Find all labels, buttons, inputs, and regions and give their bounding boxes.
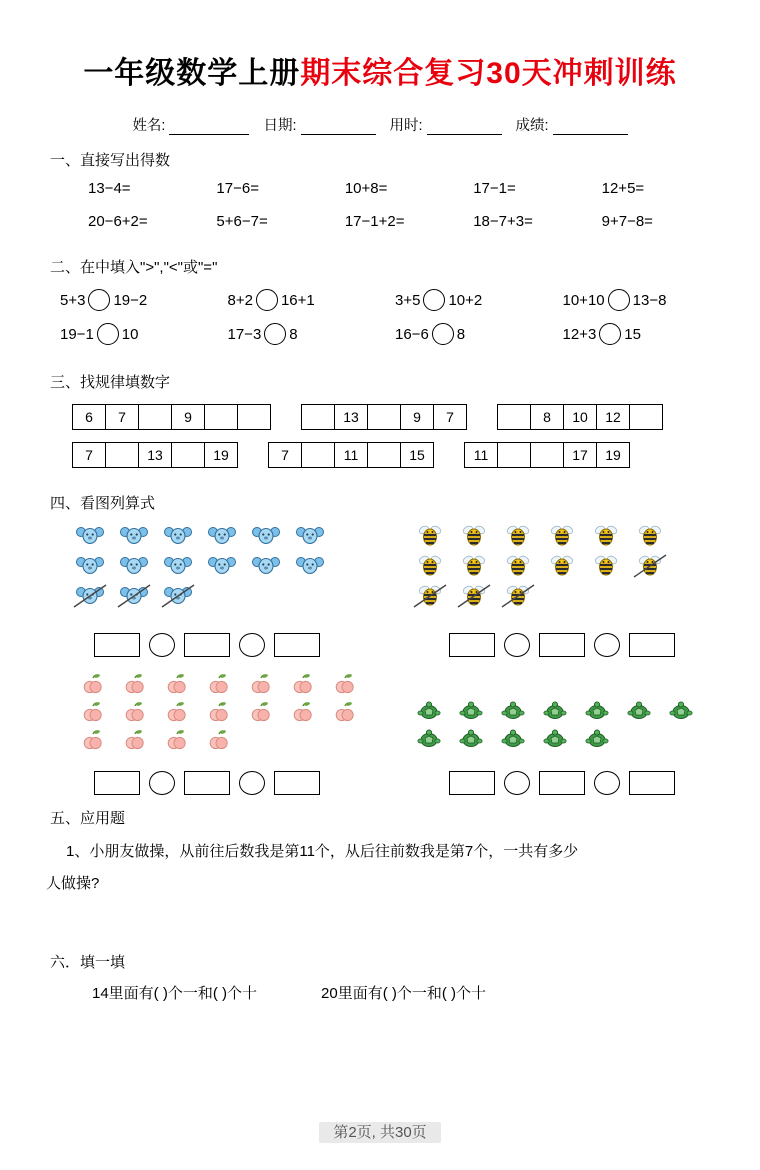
compare-answer-circle[interactable] <box>97 323 119 345</box>
pattern-cell[interactable]: 11 <box>334 442 368 468</box>
page-title <box>30 48 730 92</box>
picture-problems-top <box>30 521 730 657</box>
pattern-cell[interactable]: 19 <box>596 442 630 468</box>
answer-row-koala <box>94 633 439 657</box>
peach-icon <box>114 699 156 727</box>
compare-answer-circle[interactable] <box>599 323 621 345</box>
answer-box[interactable] <box>539 633 585 657</box>
page-title-black: 一年级数学上册 <box>83 57 301 90</box>
peach-icon <box>114 727 156 755</box>
compare-item <box>563 289 731 311</box>
bee-icon <box>408 551 452 581</box>
answer-box[interactable] <box>449 633 495 657</box>
koala-rows <box>68 521 368 611</box>
peach-icon <box>72 699 114 727</box>
pattern-cell[interactable]: 8 <box>530 404 564 430</box>
problem-item: 18−7+3= <box>473 213 533 230</box>
pattern-grid <box>268 442 434 468</box>
answer-operator-circle[interactable] <box>239 771 265 795</box>
compare-item <box>563 323 731 345</box>
name-field-group <box>132 114 249 135</box>
problem-item: 12+5= <box>601 180 645 197</box>
section-6-heading: 六．填一填 <box>50 954 126 971</box>
pattern-cell[interactable] <box>237 404 271 430</box>
student-info-row <box>30 114 730 135</box>
answer-operator-circle[interactable] <box>149 771 175 795</box>
fill-in-row <box>30 982 730 1003</box>
section-4-heading: 四、看图列算式 <box>50 495 156 512</box>
peach-icon <box>156 671 198 699</box>
koala-icon <box>244 521 288 551</box>
answer-operator-circle[interactable] <box>149 633 175 657</box>
pattern-cell[interactable]: 6 <box>72 404 106 430</box>
compare-answer-circle[interactable] <box>423 289 445 311</box>
pattern-cell[interactable]: 17 <box>563 442 597 468</box>
compare-item <box>228 323 396 345</box>
worksheet-page <box>0 48 760 1170</box>
answer-box[interactable] <box>274 633 320 657</box>
turtle-picture-group <box>408 671 708 755</box>
compare-answer-circle[interactable] <box>256 289 278 311</box>
peach-icon <box>198 727 240 755</box>
pattern-cell[interactable]: 11 <box>464 442 498 468</box>
compare-answer-circle[interactable] <box>432 323 454 345</box>
answer-operator-circle[interactable] <box>239 633 265 657</box>
pattern-cell[interactable]: 9 <box>171 404 205 430</box>
word-problem-1 <box>30 836 730 899</box>
date-input-blank[interactable] <box>301 120 376 135</box>
answer-operator-circle[interactable] <box>594 771 620 795</box>
peach-icon <box>198 699 240 727</box>
turtle-icon <box>576 697 618 725</box>
compare-row-1 <box>30 289 730 311</box>
pattern-row-1 <box>30 404 730 430</box>
pattern-cell[interactable]: 9 <box>400 404 434 430</box>
pattern-grid <box>497 404 663 430</box>
pattern-cell[interactable]: 15 <box>400 442 434 468</box>
compare-left: 16−6 <box>395 325 429 343</box>
pattern-grid <box>72 404 271 430</box>
problem-item: 17−1= <box>473 180 516 197</box>
answer-box[interactable] <box>629 771 675 795</box>
peach-icon <box>72 671 114 699</box>
koala-icon <box>156 551 200 581</box>
problem-item: 13−4= <box>88 180 131 197</box>
koala-icon <box>68 581 112 611</box>
date-field-group <box>263 114 375 135</box>
pattern-grid <box>301 404 467 430</box>
pattern-cell[interactable] <box>138 404 172 430</box>
compare-right: 15 <box>624 325 641 343</box>
compare-right: 10 <box>121 325 139 343</box>
section-2-heading: 二、在中填入">","<"或"=" <box>50 259 218 276</box>
time-label: 用时: <box>389 118 423 134</box>
bee-picture-group <box>408 521 728 611</box>
answer-box[interactable] <box>274 771 320 795</box>
koala-icon <box>156 581 200 611</box>
compare-left: 12+3 <box>562 325 597 343</box>
compare-left: 5+3 <box>60 291 86 309</box>
pattern-grid <box>72 442 238 468</box>
compare-item <box>60 289 228 311</box>
word-problem-1-line1: 1、小朋友做操，从前往后数我是第11个，从后往前数我是第7个，一共有多少 <box>66 843 579 860</box>
answer-box[interactable] <box>94 633 140 657</box>
bee-icon <box>540 551 584 581</box>
bee-icon <box>496 581 540 611</box>
compare-item <box>60 323 228 345</box>
picture-problems-bottom <box>30 671 730 795</box>
koala-icon <box>244 551 288 581</box>
peach-icon <box>198 671 240 699</box>
answer-operator-circle[interactable] <box>594 633 620 657</box>
pattern-cell[interactable] <box>530 442 564 468</box>
compare-right: 8 <box>289 325 298 343</box>
koala-icon <box>112 551 156 581</box>
pattern-cell[interactable] <box>497 442 531 468</box>
problem-item: 9+7−8= <box>601 213 653 230</box>
bee-icon <box>452 581 496 611</box>
page-footer <box>0 1121 760 1142</box>
arithmetic-row-2 <box>30 213 730 230</box>
compare-left: 17−3 <box>227 325 262 343</box>
pattern-cell[interactable]: 7 <box>433 404 467 430</box>
turtle-icon <box>450 725 492 753</box>
koala-icon <box>200 521 244 551</box>
koala-icon <box>200 551 244 581</box>
pattern-cell[interactable] <box>301 442 335 468</box>
pattern-cell[interactable] <box>367 404 401 430</box>
pattern-row-2 <box>30 442 730 468</box>
peach-icon <box>324 671 366 699</box>
pattern-cell[interactable] <box>367 442 401 468</box>
turtle-icon <box>534 725 576 753</box>
compare-item <box>395 323 563 345</box>
compare-answer-circle[interactable] <box>88 289 110 311</box>
turtle-icon <box>618 697 660 725</box>
koala-icon <box>112 521 156 551</box>
compare-left: 10+10 <box>562 291 605 309</box>
koala-icon <box>156 521 200 551</box>
section-5-heading: 五、应用题 <box>50 810 126 827</box>
pattern-cell[interactable] <box>497 404 531 430</box>
pattern-cell[interactable]: 19 <box>204 442 238 468</box>
score-field-group <box>516 114 628 135</box>
turtle-icon <box>660 697 702 725</box>
pattern-cell[interactable] <box>105 442 139 468</box>
problem-item: 10+8= <box>344 180 388 197</box>
page-title-red: 期末综合复习30天冲刺训练 <box>300 57 677 90</box>
bee-icon <box>496 521 540 551</box>
turtle-icon <box>492 725 534 753</box>
name-input-blank[interactable] <box>169 120 249 135</box>
peach-icon <box>240 671 282 699</box>
compare-answer-circle[interactable] <box>264 323 286 345</box>
arithmetic-row-1 <box>30 180 730 197</box>
problem-item: 5+6−7= <box>216 213 268 230</box>
pattern-cell[interactable] <box>171 442 205 468</box>
compare-right: 10+2 <box>448 291 483 309</box>
compare-right: 19−2 <box>113 291 148 309</box>
koala-icon <box>68 521 112 551</box>
answer-row-peach <box>94 771 439 795</box>
turtle-icon <box>576 725 618 753</box>
peach-icon <box>282 671 324 699</box>
koala-picture-group <box>68 521 408 611</box>
compare-right: 8 <box>456 325 466 343</box>
score-label: 成绩: <box>515 118 549 134</box>
fill-in-left[interactable]: 14里面有( )个一和( )个十 <box>92 985 258 1002</box>
turtle-icon <box>492 697 534 725</box>
koala-icon <box>68 551 112 581</box>
compare-answer-circle[interactable] <box>608 289 630 311</box>
answer-box[interactable] <box>449 771 495 795</box>
peach-icon <box>282 699 324 727</box>
answer-box[interactable] <box>184 633 230 657</box>
peach-icon <box>324 699 366 727</box>
problem-item: 17−6= <box>216 180 259 197</box>
peach-rows <box>72 671 372 755</box>
pattern-cell[interactable] <box>629 404 663 430</box>
bee-icon <box>628 521 672 551</box>
pattern-cell[interactable] <box>301 404 335 430</box>
page-number: 第2页, 共30页 <box>319 1122 440 1143</box>
compare-left: 19−1 <box>60 325 94 343</box>
peach-icon <box>240 699 282 727</box>
answer-row-turtle <box>449 771 675 795</box>
problem-item: 17−1+2= <box>344 213 405 230</box>
peach-icon <box>114 671 156 699</box>
turtle-icon <box>450 697 492 725</box>
peach-picture-group <box>72 671 408 755</box>
turtle-icon <box>534 697 576 725</box>
peach-icon <box>156 727 198 755</box>
bee-icon <box>584 551 628 581</box>
pattern-cell[interactable]: 12 <box>596 404 630 430</box>
time-input-blank[interactable] <box>427 120 502 135</box>
compare-row-2 <box>30 323 730 345</box>
section-1-heading: 一、直接写出得数 <box>50 152 171 169</box>
bee-icon <box>408 581 452 611</box>
answer-box[interactable] <box>184 771 230 795</box>
koala-icon <box>112 581 156 611</box>
bee-icon <box>452 521 496 551</box>
peach-icon <box>156 699 198 727</box>
pattern-cell[interactable]: 7 <box>105 404 139 430</box>
bee-icon <box>408 521 452 551</box>
compare-right: 16+1 <box>280 291 315 309</box>
date-label: 日期: <box>263 118 297 134</box>
pattern-grid <box>464 442 630 468</box>
pattern-cell[interactable]: 10 <box>563 404 597 430</box>
pattern-cell[interactable]: 7 <box>72 442 106 468</box>
compare-item <box>228 289 396 311</box>
bee-icon <box>628 551 672 581</box>
pattern-cell[interactable] <box>204 404 238 430</box>
word-problem-1-line2: 人做操? <box>46 874 100 892</box>
koala-icon <box>288 551 332 581</box>
compare-right: 13−8 <box>632 291 667 309</box>
turtle-rows <box>408 697 708 753</box>
answer-box[interactable] <box>94 771 140 795</box>
pattern-cell[interactable]: 13 <box>334 404 368 430</box>
pattern-cell[interactable]: 13 <box>138 442 172 468</box>
answer-row-bee <box>449 633 675 657</box>
name-label: 姓名: <box>132 118 166 134</box>
compare-item <box>395 289 563 311</box>
problem-item: 20−6+2= <box>88 213 148 230</box>
bee-icon <box>452 551 496 581</box>
answer-box[interactable] <box>539 771 585 795</box>
section-3-heading: 三、找规律填数字 <box>50 374 171 391</box>
peach-icon <box>72 727 114 755</box>
bee-icon <box>540 521 584 551</box>
bee-icon <box>496 551 540 581</box>
answer-operator-circle[interactable] <box>504 771 530 795</box>
pattern-cell[interactable]: 7 <box>268 442 302 468</box>
answer-box[interactable] <box>629 633 675 657</box>
compare-left: 8+2 <box>227 291 253 309</box>
turtle-icon <box>408 697 450 725</box>
turtle-icon <box>408 725 450 753</box>
score-input-blank[interactable] <box>553 120 628 135</box>
koala-icon <box>288 521 332 551</box>
fill-in-right[interactable]: 20里面有( )个一和( )个十 <box>321 985 487 1002</box>
bee-icon <box>584 521 628 551</box>
compare-left: 3+5 <box>395 291 421 309</box>
bee-rows <box>408 521 708 611</box>
time-field-group <box>390 114 502 135</box>
answer-operator-circle[interactable] <box>504 633 530 657</box>
